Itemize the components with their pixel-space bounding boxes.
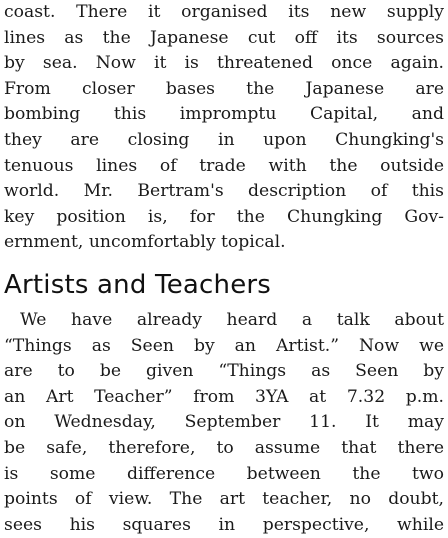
text-line: coast. There it organised its new supply — [4, 2, 444, 22]
text-line: tenuous lines of trade with the outside — [4, 155, 444, 176]
text-line: be safe, therefore, to assume that there — [4, 437, 444, 458]
text-line: “Things as Seen by an Artist.” Now we — [4, 335, 444, 356]
article-page — [4, 0, 444, 538]
text-line: lines as the Japanese cut off its sources — [4, 27, 444, 48]
text-line: From closer bases the Japanese are — [4, 78, 444, 99]
text-line: are to be given “Things as Seen by — [4, 361, 444, 382]
text-line: We have already heard a talk about — [20, 309, 444, 330]
section-heading: Artists and Teachers — [4, 269, 272, 300]
text-line: world. Mr. Bertram's description of this — [4, 181, 444, 202]
text-line: points of view. The art teacher, no doubt, — [4, 489, 444, 510]
article-paragraph-chungking — [4, 0, 444, 256]
text-line: an Art Teacher” from 3YA at 7.32 p.m. — [4, 386, 444, 407]
text-line: is some difference between the two — [4, 463, 444, 484]
text-line: they are closing in upon Chungking's — [4, 129, 444, 150]
text-line: by sea. Now it is threatened once again. — [4, 53, 444, 74]
text-line: on Wednesday, September 11. It may — [4, 412, 444, 433]
text-line: bombing this impromptu Capital, and — [4, 104, 444, 125]
text-line: key position is, for the Chungking Gov- — [4, 206, 444, 227]
article-paragraph-artists — [4, 308, 444, 538]
text-line: sees his squares in perspective, while — [4, 514, 444, 535]
text-line: ernment, uncomfortably topical. — [4, 232, 286, 253]
